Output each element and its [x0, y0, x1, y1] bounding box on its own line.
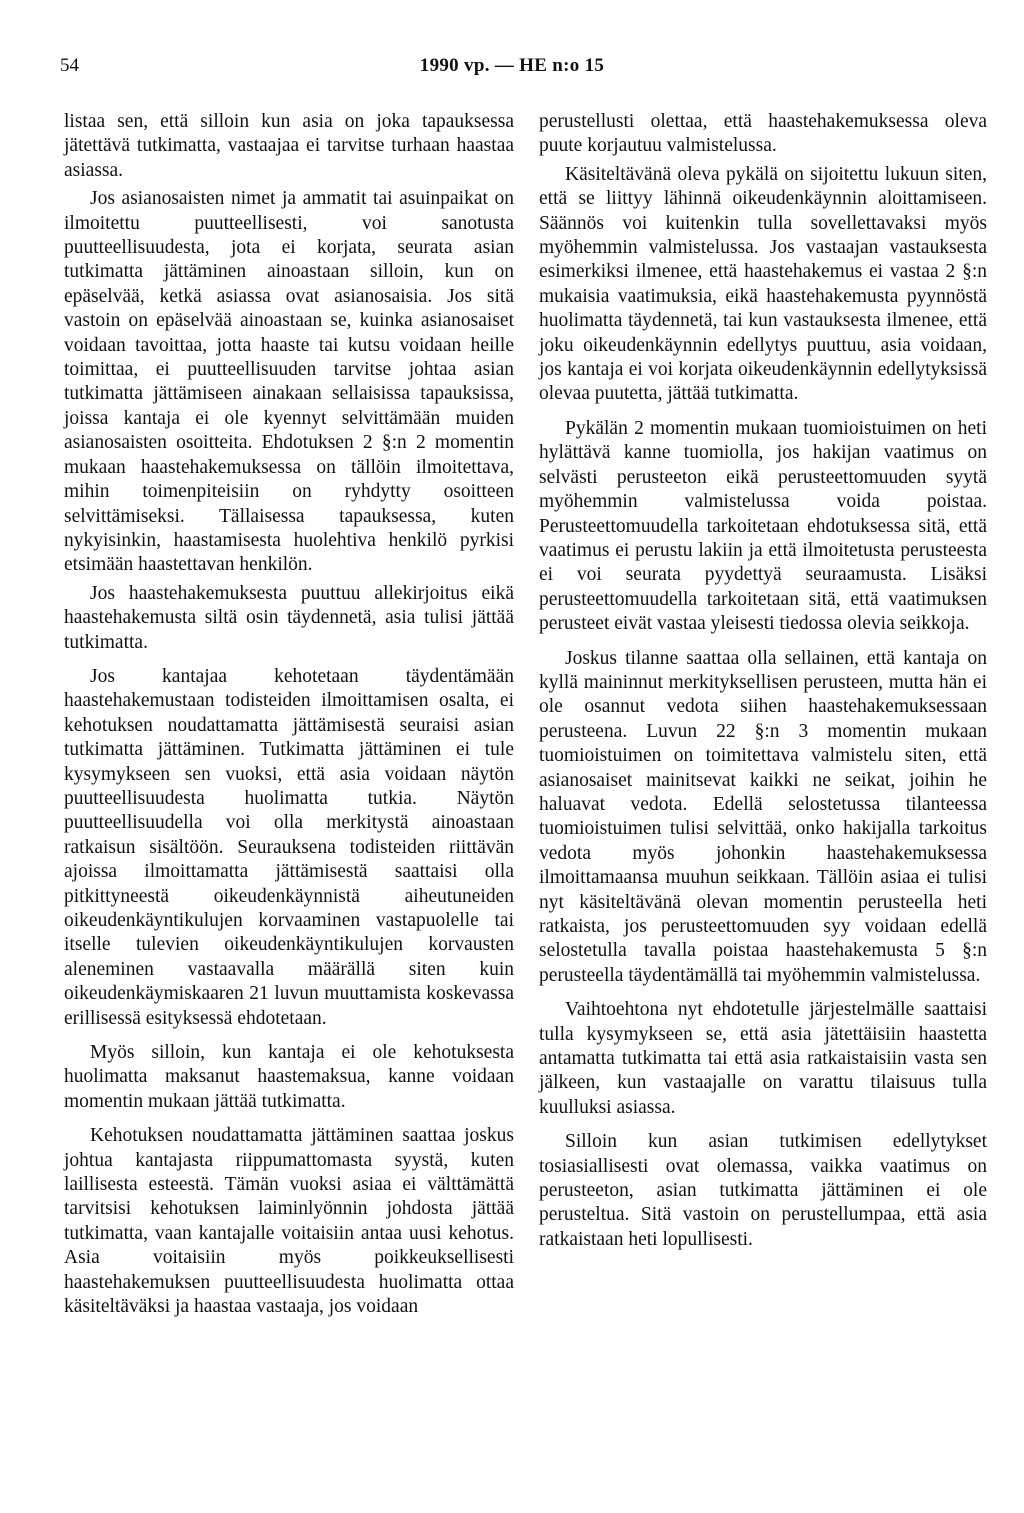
left-paragraph-6: Kehotuksen noudattamatta jättäminen saattaa joskus johtua kantajasta riippumattomasta syystä, kuten laillisesta esteestä. Tämän vuoksi asiaa ei välttämättä tarvitsisi kehotuksen laiminlyönnin johdosta jättää tutkimatta, vaan kantajalle voitaisiin antaa uusi kehotus. Asia voitaisiin myös poikkeuksellisesti haastehakemuksen puutteellisuudesta huolimatta ottaa käsiteltäväksi ja haastaa vastaaja, jos voidaan	[64, 1125, 514, 1318]
right-paragraph-3: Pykälän 2 momentin mukaan tuomioistuimen on heti hylättävä kanne tuomiolla, jos hakijan vaatimus on selvästi perusteeton eikä perusteettomuuden syytä myöhemmin valmistelussa voida poistaa. Perusteettomuudella tarkoitetaan ehdotuksessa sitä, että vaatimus ei perustu lakiin ja että ilmoitetusta perusteesta ei voi seurata pyydettyä seuraamusta. Lisäksi perusteettomuudella tarkoitetaan sitä, että vaatimuksen perusteet eivät vastaa yleisesti tiedossa olevia seikkoja.	[539, 417, 987, 635]
left-paragraph-2: Jos asianosaisten nimet ja ammatit tai asuinpaikat on ilmoitettu puutteellisesti, voi sanotusta puutteellisuudesta, jota ei korjata, seurata asian tutkimatta jättäminen ainoastaan silloin, kun on epäselvää, ketkä asiassa ovat asianosaisia. Jos sitä vastoin on epäselvää ainoastaan se, kuinka asianosaiset voidaan tavoittaa, jotta haaste tai kutsu voidaan heille toimittaa, ei puutteellisuuden tarvitse johtaa asian tutkimatta jättämiseen ainakaan sellaisissa tapauksissa, joissa kantaja ei ole kyennyt selvittämään muiden asianosaisten osoitteita. Ehdotuksen 2 §:n 2 momentin mukaan haastehakemuksessa on tällöin ilmoitettava, mihin toimenpiteisiin on ryhdytty osoitteen selvittämiseksi. Tällaisessa tapauksessa, kuten nykyisinkin, haastamisesta huolehtiva henkilö pyrkisi etsimään haastettavan henkilön.	[64, 188, 514, 576]
left-paragraph-1: listaa sen, että silloin kun asia on joka tapauksessa jätettävä tutkimatta, vastaajaa ei tarvitse turhaan haastaa asiassa.	[64, 111, 514, 181]
left-paragraph-4: Jos kantajaa kehotetaan täydentämään haastehakemustaan todisteiden ilmoittamisen osalta, ei kehotuksen noudattamatta jättämisestä seuraisi asian tutkimatta jättäminen. Tutkimatta jättäminen ei tule kysymykseen sen vuoksi, että asia voidaan näytön puutteellisuudesta huolimatta tutkia. Näytön puutteellisuudella voi olla merkitystä ainoastaan ratkaisun sisältöön. Seurauksena todisteiden riittävän ajoissa ilmoittamatta jättämisestä saattaisi olla pitkittyneestä oikeudenkäynnistä aiheutuneiden oikeudenkäyntikulujen korvaaminen vastapuolelle tai itselle tulevien oikeudenkäyntikulujen korvausten aleneminen vastaavalla määrällä siten kuin oikeudenkäymiskaaren 21 luvun muuttamista koskevassa erillisessä esityksessä ehdotetaan.	[64, 665, 514, 1029]
left-column	[64, 110, 514, 1330]
right-paragraph-1: perustellusti olettaa, että haastehakemuksessa oleva puute korjautuu valmistelussa.	[539, 111, 987, 157]
right-paragraph-4: Joskus tilanne saattaa olla sellainen, että kantaja on kyllä maininnut merkityksellisen perusteen, mutta hän ei ole osannut vedota siihen haastehakemuksessaan perusteena. Luvun 22 §:n 3 momentin mukaan tuomioistuimen on toimitettava valmistelu siten, että asianosaiset mainitsevat kaikki ne seikat, joihin he haluavat vedota. Edellä selostetussa tilanteessa tuomioistuimen tulisi selvittää, onko hakijalla tarkoitus vedota myös johonkin haastehakemuksessa ilmoittamaansa muuhun seikkaan. Tällöin asiaa ei tulisi nyt käsiteltävänä olevan momentin perusteella heti ratkaista, jos perusteettomuuden syy voidaan edellä selostetulla tavalla poistaa haastehakemusta 5 §:n perusteella täydentämällä tai myöhemmin valmistelussa.	[539, 647, 987, 986]
running-title: 1990 vp. — HE n:o 15	[419, 55, 605, 76]
right-paragraph-2: Käsiteltävänä oleva pykälä on sijoitettu lukuun siten, että se liittyy lähinnä oikeudenkäynnin aloittamiseen. Säännös voi kuitenkin tulla sovellettavaksi myös myöhemmin valmistelussa. Jos vastaajan vastauksesta esimerkiksi ilmenee, että haastehakemus ei vastaa 2 §:n mukaisia vaatimuksia, eikä haastehakemusta pyynnöstä huolimatta täydennetä, tai kun vastauksesta ilmenee, että joku oikeudenkäynnin edellytys puuttuu, asia voidaan, jos kantaja ei voi korjata oikeudenkäynnin edellytyksissä olevaa puutetta, jättää tutkimatta.	[539, 163, 987, 405]
left-paragraph-3: Jos haastehakemuksesta puuttuu allekirjoitus eikä haastehakemusta siltä osin täydennetä, asia tulisi jättää tutkimatta.	[64, 582, 514, 653]
page-number: 54	[60, 55, 79, 76]
right-column	[539, 110, 987, 1262]
left-paragraph-5: Myös silloin, kun kantaja ei ole kehotuksesta huolimatta maksanut haastemaksua, kanne voidaan momentin mukaan jättää tutkimatta.	[64, 1042, 514, 1112]
right-paragraph-5: Vaihtoehtona nyt ehdotetulle järjestelmälle saattaisi tulla kysymykseen se, että asia jätettäisiin haastetta antamatta tutkimatta tai että asia ratkaistaisiin vasta sen jälkeen, kun vastaajalle on varattu tilaisuus tulla kuulluksi asiassa.	[539, 999, 987, 1118]
right-paragraph-6: Silloin kun asian tutkimisen edellytykset tosiasiallisesti ovat olemassa, vaikka vaatimus on perusteeton, asian tutkimatta jättäminen ei ole perusteltua. Sitä vastoin on perustellumpaa, että asia ratkaistaan heti lopullisesti.	[539, 1131, 987, 1250]
